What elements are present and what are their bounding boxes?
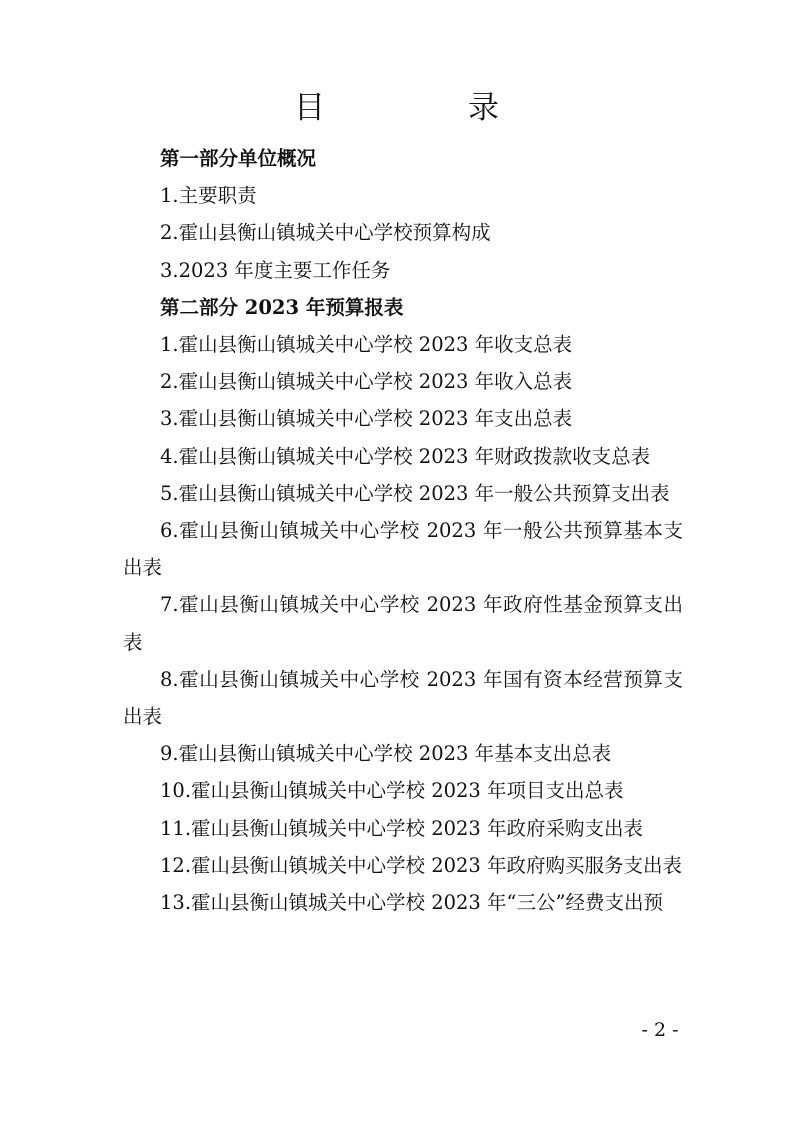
toc-item: 11.霍山县衡山镇城关中心学校 2023 年政府采购支出表: [160, 816, 644, 840]
toc-item: 12.霍山县衡山镇城关中心学校 2023 年政府购买服务支出表: [160, 853, 683, 877]
table-of-contents: [123, 140, 683, 921]
page-number: - 2 -: [641, 1019, 679, 1041]
section-heading: 第一部分单位概况: [160, 147, 317, 170]
section-heading: 第二部分 2023 年预算报表: [160, 295, 404, 319]
toc-item: 1.主要职责: [160, 184, 257, 208]
toc-item: 13.霍山县衡山镇城关中心学校 2023 年“三公”经费支出预: [160, 891, 663, 915]
page-title: 目 录: [294, 90, 555, 126]
toc-item: 8.霍山县衡山镇城关中心学校 2023 年国有资本经营预算支出表: [123, 667, 683, 729]
toc-item: 5.霍山县衡山镇城关中心学校 2023 年一般公共预算支出表: [160, 481, 670, 505]
toc-item: 2.霍山县衡山镇城关中心学校预算构成: [160, 221, 491, 245]
toc-item: 4.霍山县衡山镇城关中心学校 2023 年财政拨款收支总表: [160, 444, 651, 468]
toc-item: 9.霍山县衡山镇城关中心学校 2023 年基本支出总表: [160, 742, 612, 766]
toc-item: 3.2023 年度主要工作任务: [160, 258, 391, 282]
toc-item: 7.霍山县衡山镇城关中心学校 2023 年政府性基金预算支出表: [123, 593, 683, 654]
toc-item: 3.霍山县衡山镇城关中心学校 2023 年支出总表: [160, 407, 573, 431]
toc-item: 2.霍山县衡山镇城关中心学校 2023 年收入总表: [160, 370, 573, 394]
toc-item: 10.霍山县衡山镇城关中心学校 2023 年项目支出总表: [160, 779, 624, 803]
toc-item: 1.霍山县衡山镇城关中心学校 2023 年收支总表: [160, 333, 573, 357]
toc-item: 6.霍山县衡山镇城关中心学校 2023 年一般公共预算基本支出表: [123, 519, 683, 580]
